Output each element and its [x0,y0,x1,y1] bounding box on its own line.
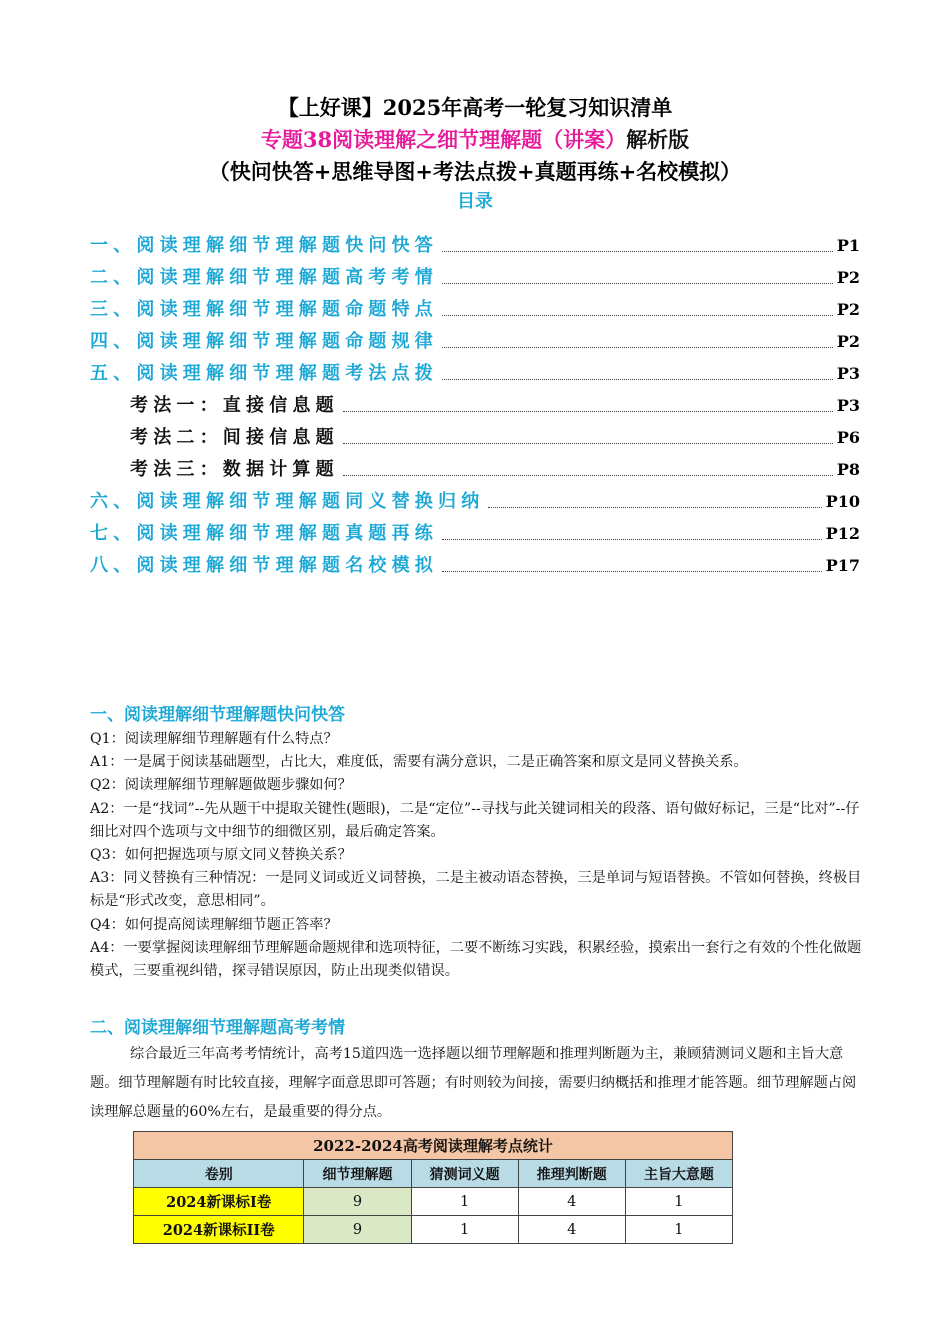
title-block [0,92,950,216]
toc-dot-leader [343,474,833,476]
toc-entry-page: P1 [836,236,860,255]
toc-dot-leader [488,506,821,508]
table-header-cell: 推理判断题 [518,1160,625,1188]
toc-entry[interactable] [90,546,860,578]
toc-dot-leader [343,442,833,444]
toc-entry-label: 一、阅读理解细节理解题快问快答 [90,235,438,256]
table-cell: 4 [518,1188,625,1216]
question-item: Q1：阅读理解细节理解题有什么特点？ [90,731,338,747]
toc-entry-label: 四、阅读理解细节理解题命题规律 [90,331,438,352]
qa-list [90,728,862,983]
table-row-label: 2024新课标II卷 [134,1216,304,1244]
toc-dot-leader [442,538,822,540]
table-cell: 1 [411,1216,518,1244]
table-header-cell: 卷别 [134,1160,304,1188]
toc-dot-leader [442,570,822,572]
section2-heading: 二、阅读理解细节理解题高考考情 [90,1018,345,1038]
toc-dot-leader [442,346,833,348]
table-row-label: 2024新课标I卷 [134,1188,304,1216]
toc-entry-label: 二、阅读理解细节理解题高考考情 [90,267,438,288]
question-item: Q3：如何把握选项与原文同义替换关系？ [90,847,352,864]
doc-subtitle [0,124,950,156]
toc-dot-leader [442,378,833,380]
toc-entry-page: P2 [836,268,860,287]
doc-title: 【上好课】2025年高考一轮复习知识清单 [277,95,673,120]
toc-entry-label: 六、阅读理解细节理解题同义替换归纳 [90,491,485,512]
answer-item: A4：一要掌握阅读理解细节理解题命题规律和选项特征，二要不断练习实践，积累经验，摸索出一套行之有效的个性化做题模式，三要重视纠错，探寻错误原因，防止出现类似错误。 [90,939,862,980]
toc-dot-leader [442,250,833,252]
table-row [134,1188,733,1216]
toc-entry-label: 考法一：直接信息题 [130,395,339,416]
table-of-contents [90,226,860,578]
table-cell: 9 [304,1188,411,1216]
toc-entry[interactable] [90,450,860,482]
exam-analysis-paragraph: 综合最近三年高考考情统计，高考15道四选一选择题以细节理解题和推理判断题为主，兼顾猜测词义题和主旨大意题。细节理解题有时比较直接，理解字面意思即可答题；有时则较为间接，需要归纳概括和推理才能答题。细节理解题占阅读理解总题量的60%左右，是最重要的得分点。 [90,1046,857,1120]
table-cell: 4 [518,1216,625,1244]
toc-entry-label: 考法二：间接信息题 [130,427,339,448]
table-header-cell: 细节理解题 [304,1160,411,1188]
toc-entry-label: 七、阅读理解细节理解题真题再练 [90,523,438,544]
table-row [134,1216,733,1244]
toc-entry-label: 考法三：数据计算题 [130,459,339,480]
toc-entry-page: P2 [836,300,860,319]
toc-entry-label: 三、阅读理解细节理解题命题特点 [90,299,438,320]
table-cell: 1 [411,1188,518,1216]
toc-entry-label: 八、阅读理解细节理解题名校模拟 [90,555,438,576]
table-cell: 1 [625,1188,732,1216]
toc-heading: 目录 [457,191,493,212]
toc-entry-page: P17 [825,556,860,575]
section1-heading: 一、阅读理解细节理解题快问快答 [90,705,345,725]
toc-entry[interactable] [90,226,860,258]
toc-entry[interactable] [90,258,860,290]
toc-entry-page: P6 [836,428,860,447]
toc-entry-label: 五、阅读理解细节理解题考法点拨 [90,363,438,384]
question-item: Q4：如何提高阅读理解细节题正答率？ [90,916,338,933]
doc-subtitle-topic: 专题38阅读理解之细节理解题（讲案） [260,127,627,152]
toc-dot-leader [442,314,833,316]
table-header-cell: 猜测词义题 [411,1160,518,1188]
toc-dot-leader [343,410,833,412]
answer-item: A1：一是属于阅读基础题型，占比大，难度低，需要有满分意识，二是正确答案和原文是同义替换关系。 [90,754,748,771]
toc-entry-page: P3 [836,364,860,383]
toc-entry-page: P8 [836,460,860,479]
toc-entry[interactable] [90,386,860,418]
answer-item: A3：同义替换有三种情况：一是同义词或近义词替换，二是主被动语态替换，三是单词与短语替换。不管如何替换，终极目标是“形式改变，意思相同”。 [90,870,862,910]
stats-table [133,1131,733,1244]
table-header-row [134,1160,733,1188]
question-item: Q2：阅读理解细节理解题做题步骤如何？ [90,777,352,794]
toc-entry-page: P3 [836,396,860,415]
table-cell: 9 [304,1216,411,1244]
toc-entry[interactable] [90,354,860,386]
toc-entry-page: P10 [825,492,860,511]
answer-item: A2：一是“找词”--先从题干中提取关键性(题眼)，二是“定位”--寻找与此关键词相关的段落、语句做好标记，三是“比对”--仔细比对四个选项与文中细节的细微区别，最后确定答案。 [90,800,860,840]
table-header-cell: 主旨大意题 [625,1160,732,1188]
toc-entry[interactable] [90,290,860,322]
toc-entry-page: P2 [836,332,860,351]
toc-entry[interactable] [90,482,860,514]
toc-entry-page: P12 [825,524,860,543]
doc-subtitle-version: 解析版 [626,127,690,152]
toc-entry[interactable] [90,514,860,546]
doc-modules: （快问快答+思维导图+考法点拨+真题再练+名校模拟） [208,159,742,184]
toc-dot-leader [442,282,833,284]
table-caption: 2022-2024高考阅读理解考点统计 [134,1132,733,1160]
table-cell: 1 [625,1216,732,1244]
toc-entry[interactable] [90,322,860,354]
toc-entry[interactable] [90,418,860,450]
